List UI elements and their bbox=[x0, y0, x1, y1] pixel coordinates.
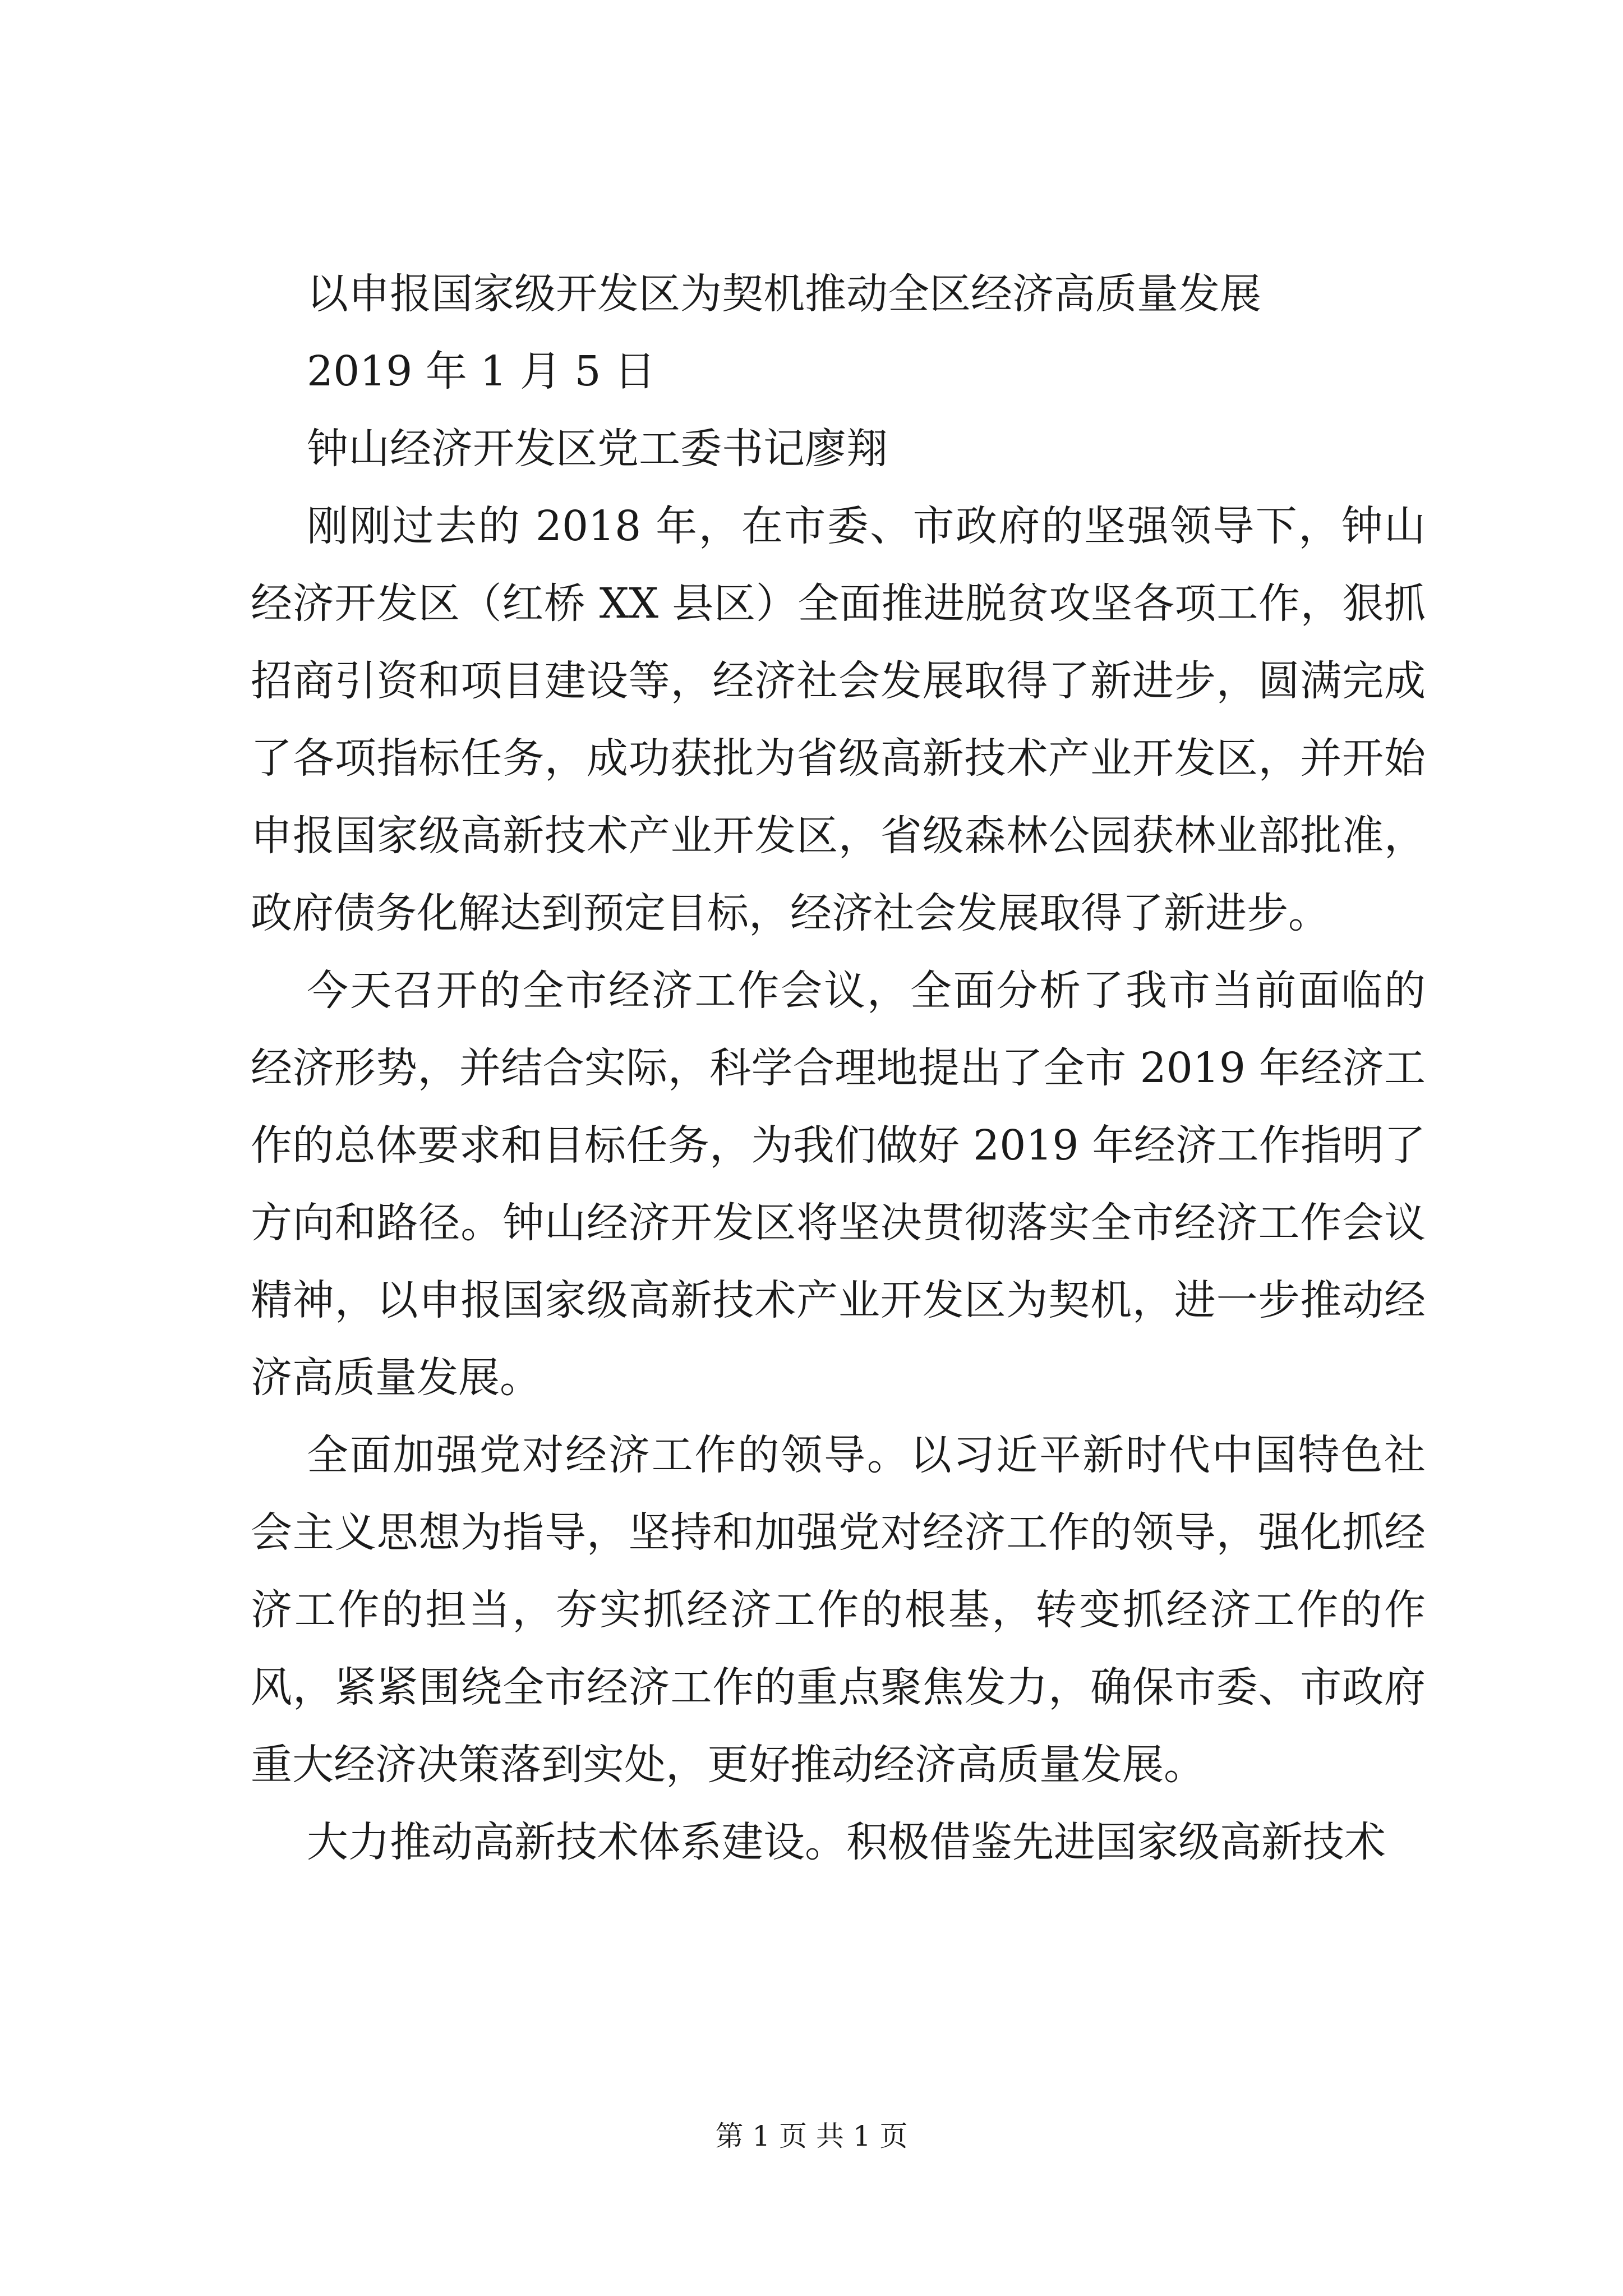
paragraph-2: 今天召开的全市经济工作会议，全面分析了我市当前面临的经济形势，并结合实际，科学合理地提出了全市 2019 年经济工作的总体要求和目标任务，为我们做好 2019 年经济工作指明了方向和路径。钟山经济开发区将坚决贯彻落实全市经济工作会议精神，以申报国家级高新技术产业开发区为契机，进一步推动经济高质量发展。 bbox=[251, 967, 1426, 1402]
document-author: 钟山经济开发区党工委书记廖翔 bbox=[307, 425, 888, 473]
page-footer: 第 1 页 共 1 页 bbox=[715, 2120, 908, 2152]
document-date: 2019 年 1 月 5 日 bbox=[307, 347, 656, 395]
document-title: 以申报国家级开发区为契机推动全区经济高质量发展 bbox=[307, 270, 1261, 318]
document-body bbox=[251, 255, 1426, 1881]
paragraph-4: 大力推动高新技术体系建设。积极借鉴先进国家级高新技术 bbox=[307, 1818, 1386, 1866]
paragraph-3: 全面加强党对经济工作的领导。以习近平新时代中国特色社会主义思想为指导，坚持和加强党对经济工作的领导，强化抓经济工作的担当，夯实抓经济工作的根基，转变抓经济工作的作风，紧紧围绕全市经济工作的重点聚焦发力，确保市委、市政府重大经济决策落到实处，更好推动经济高质量发展。 bbox=[251, 1431, 1426, 1789]
paragraph-1: 刚刚过去的 2018 年，在市委、市政府的坚强领导下，钟山经济开发区（红桥 XX 县区）全面推进脱贫攻坚各项工作，狠抓招商引资和项目建设等，经济社会发展取得了新进步，圆满完成了各项指标任务，成功获批为省级高新技术产业开发区，并开始申报国家级高新技术产业开发区，省级森林公园获林业部批准，政府债务化解达到预定目标，经济社会发展取得了新进步。 bbox=[251, 502, 1426, 937]
